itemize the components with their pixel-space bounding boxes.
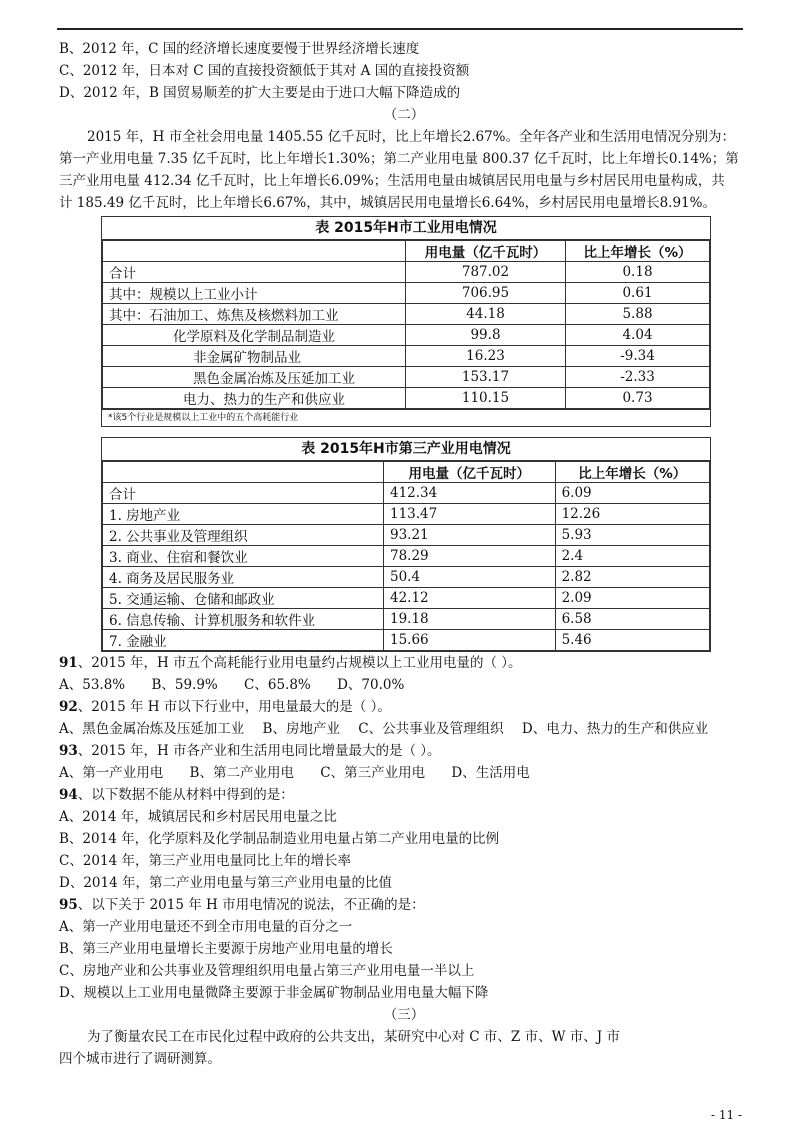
table-cell: 其中：规模以上工业小计 [103,283,406,304]
table-cell: 2. 公共事业及管理组织 [103,525,384,546]
table-cell: 78.29 [384,546,556,567]
table-row [103,609,710,630]
table-cell: 153.17 [406,367,566,388]
question-92-options [59,718,749,740]
table-row [103,325,710,346]
table-title: 表 2015年H市工业用电情况 [102,217,710,240]
table-cell: 非金属矿物制品业 [103,346,406,367]
table-cell: 19.18 [384,609,556,630]
table-row [103,304,710,325]
table-cell: 16.23 [406,346,566,367]
question-text: 、以下关于 2015 年 H 市用电情况的说法，不正确的是： [77,897,425,913]
table-row [103,283,710,304]
table-cell: 5.46 [555,630,709,651]
table-cell: 0.61 [566,283,710,304]
industrial-power-table [101,216,711,427]
document-page [59,38,749,1070]
table-header [103,462,384,483]
page-number: - 11 - [710,1108,742,1122]
table-header [103,241,406,262]
option-c: C、房地产业和公共事业及管理组织用电量占第三产业用电量一半以上 [59,963,475,979]
table-cell: 50.4 [384,567,556,588]
table-cell: 4.04 [566,325,710,346]
table-header-row [103,462,710,483]
option-b: B、2014 年，化学原料及化学制品制造业用电量占第二产业用电量的比例 [59,831,500,847]
table-cell: 44.18 [406,304,566,325]
section2-para-line: 第一产业用电量 7.35 亿千瓦时，比上年增长1.30%；第二产业用电量 800.37 亿千瓦时，比上年增长0.14%；第 [59,151,739,167]
table-cell: 化学原料及化学制品制造业 [103,325,406,346]
table-row [103,567,710,588]
table-cell: 93.21 [384,525,556,546]
table-cell: 5.93 [555,525,709,546]
table-cell: 2.82 [555,567,709,588]
question-text: 、以下数据不能从材料中得到的是： [77,787,294,803]
section2-para-line: 三产业用电量 412.34 亿千瓦时，比上年增长6.09%；生活用电量由城镇居民用电量与乡村居民用电量构成，共 [59,173,725,189]
top-rule [57,28,743,30]
section-heading-3: （三） [383,1007,425,1023]
option-a: A、53.8% [59,677,126,693]
table-cell: 4. 商务及居民服务业 [103,567,384,588]
table-row [103,504,710,525]
option-d: D、生活用电 [451,765,530,781]
section-heading-2: （二） [383,107,425,123]
question-91 [59,652,749,674]
table-header: 比上年增长（%） [555,462,709,483]
table-cell: 15.66 [384,630,556,651]
table-row [103,546,710,567]
prev-option-d: D、2012 年，B 国贸易顺差的扩大主要是由于进口大幅下降造成的 [59,85,461,101]
prev-option-c: C、2012 年，日本对 C 国的直接投资额低于其对 A 国的直接投资额 [59,63,470,79]
option-b: B、第三产业用电量增长主要源于房地产业用电量的增长 [59,941,393,957]
option-d: D、电力、热力的生产和供应业 [521,721,709,737]
option-b: B、第二产业用电 [189,765,294,781]
question-number: 93 [59,743,78,759]
option-b: B、房地产业 [262,721,340,737]
table-title: 表 2015年H市第三产业用电情况 [102,438,710,461]
option-d: D、2014 年，第二产业用电量与第三产业用电量的比值 [59,875,392,891]
table-row [103,588,710,609]
option-c: C、第三产业用电 [320,765,426,781]
table-cell: 2.4 [555,546,709,567]
table-cell: 3. 商业、住宿和餐饮业 [103,546,384,567]
option-a: A、第一产业用电 [59,765,164,781]
question-94 [59,784,749,806]
option-d: D、规模以上工业用电量微降主要源于非金属矿物制品业用电量大幅下降 [59,985,489,1001]
table-cell: 99.8 [406,325,566,346]
question-number: 94 [59,787,78,803]
table-cell: 6.09 [555,483,709,504]
table-row [103,525,710,546]
option-c: C、2014 年，第三产业用电量同比上年的增长率 [59,853,351,869]
table-cell: 合计 [103,262,406,283]
question-number: 95 [59,897,78,913]
table-row [103,630,710,651]
question-95 [59,894,749,916]
table-header: 用电量（亿千瓦时） [384,462,556,483]
table-cell: 电力、热力的生产和供应业 [103,388,406,409]
question-93-options [59,762,749,784]
table-cell: 412.34 [384,483,556,504]
tertiary-power-table [101,437,711,652]
option-b: B、59.9% [151,677,218,693]
question-93 [59,740,749,762]
table-cell: 6.58 [555,609,709,630]
question-text: 、2015 年，H 市各产业和生活用电同比增量最大的是（ ）。 [77,743,441,759]
table-cell: 110.15 [406,388,566,409]
question-92 [59,696,749,718]
table-row [103,388,710,409]
option-a: A、2014 年，城镇居民和乡村居民用电量之比 [59,809,337,825]
table-cell: 1. 房地产业 [103,504,384,525]
table-cell: -2.33 [566,367,710,388]
table-cell: 706.95 [406,283,566,304]
table-cell: 787.02 [406,262,566,283]
table-header: 比上年增长（%） [566,241,710,262]
table-footnote: *该5个行业是规模以上工业中的五个高耗能行业 [102,409,710,426]
table-header: 用电量（亿千瓦时） [406,241,566,262]
question-number: 91 [59,655,78,671]
question-91-options [59,674,749,696]
table-cell: 113.47 [384,504,556,525]
question-text: 、2015 年 H 市以下行业中，用电量最大的是（ ）。 [77,699,391,715]
section3-para-line: 为了衡量农民工在市民化过程中政府的公共支出，某研究中心对 C 市、Z 市、W 市、J 市 [87,1029,620,1045]
table-cell: 黑色金属冶炼及压延加工业 [103,367,406,388]
section2-para-line: 计 185.49 亿千瓦时，比上年增长6.67%，其中，城镇居民用电量增长6.64%，乡村居民用电量增长8.91%。 [59,195,716,211]
table-header-row [103,241,710,262]
section3-para-line: 四个城市进行了调研测算。 [59,1051,221,1067]
table-cell: 42.12 [384,588,556,609]
table-cell: 其中：石油加工、炼焦及核燃料加工业 [103,304,406,325]
table-cell: 0.18 [566,262,710,283]
prev-option-b: B、2012 年，C 国的经济增长速度要慢于世界经济增长速度 [59,41,420,57]
option-c: C、公共事业及管理组织 [358,721,504,737]
option-a: A、第一产业用电量还不到全市用电量的百分之一 [59,919,353,935]
table-cell: 6. 信息传输、计算机服务和软件业 [103,609,384,630]
table-row [103,367,710,388]
table-cell: 2.09 [555,588,709,609]
question-number: 92 [59,699,78,715]
table-cell: 12.26 [555,504,709,525]
table-cell: 5. 交通运输、仓储和邮政业 [103,588,384,609]
question-text: 、2015 年，H 市五个高耗能行业用电量约占规模以上工业用电量的（ ）。 [77,655,522,671]
table-cell: -9.34 [566,346,710,367]
section2-para-line: 2015 年，H 市全社会用电量 1405.55 亿千瓦时，比上年增长2.67%。全年各产业和生活用电情况分别为： [87,129,736,145]
table-cell: 0.73 [566,388,710,409]
option-c: C、65.8% [244,677,311,693]
table-row [103,346,710,367]
option-d: D、70.0% [337,677,405,693]
table-row [103,262,710,283]
table-cell: 7. 金融业 [103,630,384,651]
option-a: A、黑色金属冶炼及压延加工业 [59,721,245,737]
table-cell: 合计 [103,483,384,504]
table-cell: 5.88 [566,304,710,325]
table-row [103,483,710,504]
